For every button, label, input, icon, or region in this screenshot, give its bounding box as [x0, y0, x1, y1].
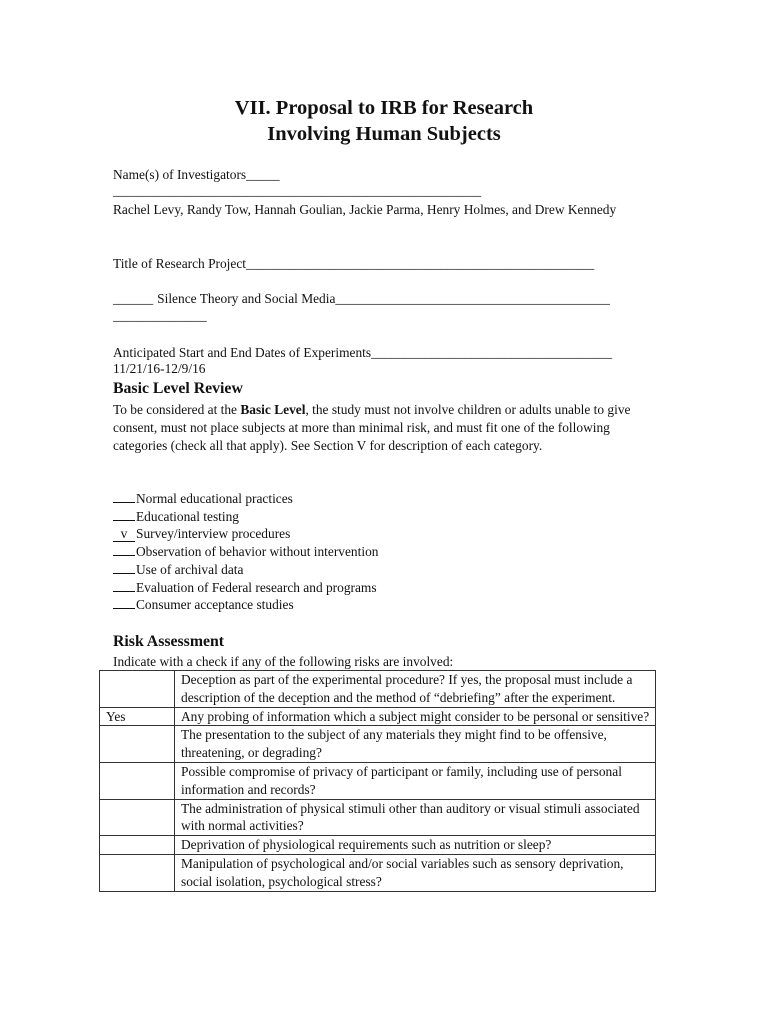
investigators-underline: _______________________________________________________ — [113, 183, 482, 198]
table-row — [100, 671, 656, 708]
project-title-prefix: ______ — [113, 291, 154, 306]
project-title-blank: ____________________________________________________ — [246, 256, 595, 271]
risk-check-cell[interactable] — [100, 671, 175, 708]
risk-description: Deprivation of physiological requirements such as nutrition or sleep? — [175, 836, 656, 855]
project-title-label: Title of Research Project — [113, 256, 247, 271]
table-row — [100, 726, 656, 763]
category-check[interactable] — [113, 520, 135, 521]
basic-review-intro-pre: To be considered at the — [113, 402, 241, 417]
category-item — [113, 561, 243, 579]
category-check[interactable]: v — [113, 527, 135, 542]
category-check[interactable] — [113, 591, 135, 592]
category-check[interactable] — [113, 502, 135, 503]
dates-label: Anticipated Start and End Dates of Experiments — [113, 345, 372, 360]
risk-check-cell[interactable] — [100, 726, 175, 763]
basic-review-heading: Basic Level Review — [113, 380, 243, 397]
project-title-underline: ______________ — [113, 308, 207, 323]
table-row — [100, 836, 656, 855]
basic-level-term: Basic Level — [240, 402, 306, 417]
project-title-value: Silence Theory and Social Media — [157, 291, 336, 306]
risk-description: Any probing of information which a subject might consider to be personal or sensitive? — [175, 707, 656, 726]
page-title-line-1: VII. Proposal to IRB for Research — [234, 97, 534, 119]
risk-assessment-heading: Risk Assessment — [113, 633, 225, 650]
category-label: Use of archival data — [136, 562, 244, 577]
project-title-field — [113, 255, 594, 273]
dates-value: 11/21/16-12/9/16 — [113, 361, 206, 376]
risk-assessment-instruction: Indicate with a check if any of the following risks are involved: — [113, 654, 454, 669]
category-item — [113, 543, 378, 561]
risk-description: Possible compromise of privacy of participant or family, including use of personal information and records? — [175, 762, 656, 799]
risk-check-cell[interactable] — [100, 854, 175, 891]
table-row — [100, 707, 656, 726]
investigators-value: Rachel Levy, Randy Tow, Hannah Goulian, Jackie Parma, Henry Holmes, and Drew Kennedy — [113, 202, 617, 217]
category-item — [113, 596, 294, 614]
risk-check-cell[interactable] — [100, 836, 175, 855]
category-item — [113, 579, 377, 597]
category-label: Educational testing — [136, 509, 240, 524]
category-check[interactable] — [113, 608, 135, 609]
project-title-value-line — [113, 290, 610, 308]
page-title-line-2: Involving Human Subjects — [267, 123, 501, 145]
category-label: Consumer acceptance studies — [136, 597, 294, 612]
category-item — [113, 525, 290, 543]
risk-description: Manipulation of psychological and/or social variables such as sensory deprivation, social isolation, psychological stress? — [175, 854, 656, 891]
risk-check-cell[interactable] — [100, 799, 175, 836]
table-row — [100, 762, 656, 799]
basic-review-intro — [113, 401, 658, 454]
risk-check-cell[interactable]: Yes — [100, 707, 175, 726]
table-row — [100, 854, 656, 891]
investigators-label: Name(s) of Investigators — [113, 167, 247, 182]
risk-description: The administration of physical stimuli other than auditory or visual stimuli associated with normal activities? — [175, 799, 656, 836]
project-title-suffix: _________________________________________ — [335, 291, 610, 306]
category-label: Normal educational practices — [136, 491, 293, 506]
investigators-blank: _____ — [246, 167, 280, 182]
category-check[interactable] — [113, 555, 135, 556]
table-row — [100, 799, 656, 836]
risk-check-cell[interactable] — [100, 762, 175, 799]
category-label: Survey/interview procedures — [136, 526, 291, 541]
category-label: Observation of behavior without intervention — [136, 544, 379, 559]
category-item — [113, 508, 239, 526]
category-check[interactable] — [113, 573, 135, 574]
dates-blank: ____________________________________ — [371, 345, 613, 360]
risk-description: Deception as part of the experimental procedure? If yes, the proposal must include a description of the deception and the method of “debriefing” after the experiment. — [175, 671, 656, 708]
category-item — [113, 490, 293, 508]
risk-description: The presentation to the subject of any materials they might find to be offensive, threatening, or degrading? — [175, 726, 656, 763]
category-label: Evaluation of Federal research and programs — [136, 580, 377, 595]
basic-review-intro-post: , the study must not involve children or adults unable to give consent, must not place subjects at more than minimal risk, and must fit one of the following categories (check all that apply). See Section V for description of each category. — [113, 402, 631, 453]
risk-table — [99, 670, 656, 892]
